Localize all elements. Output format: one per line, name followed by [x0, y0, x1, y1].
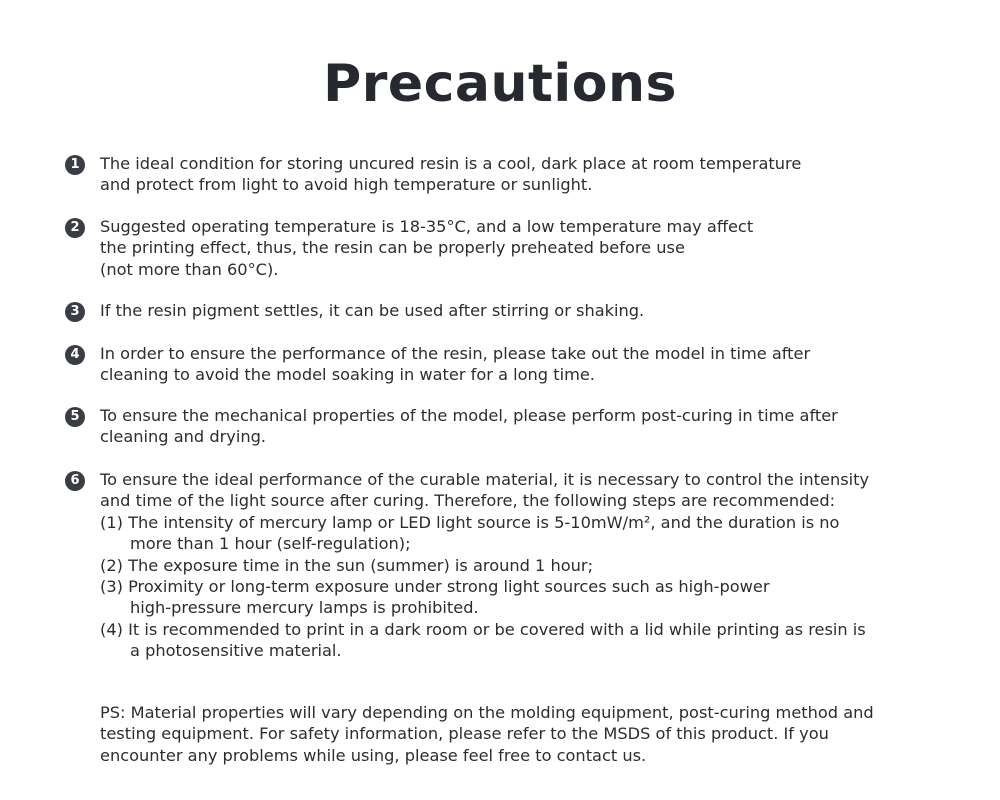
number-badge-icon: 5: [65, 407, 85, 427]
item-text-line: If the resin pigment settles, it can be used after stirring or shaking.: [100, 301, 645, 320]
sub-step-1-continuation: more than 1 hour (self-regulation);: [130, 534, 411, 554]
number-badge-icon: 6: [65, 471, 85, 491]
sub-step-3-continuation: high-pressure mercury lamps is prohibited.: [130, 598, 479, 618]
precaution-item-1: [70, 153, 960, 196]
item-text-line: cleaning to avoid the model soaking in water for a long time.: [100, 365, 595, 385]
number-badge-icon: 2: [65, 218, 85, 238]
item-text-line: Suggested operating temperature is 18-35°C, and a low temperature may affect: [100, 217, 754, 236]
item-text-line: and protect from light to avoid high temperature or sunlight.: [100, 175, 593, 195]
precaution-item-6: [70, 469, 960, 662]
page-title: Precautions: [323, 54, 677, 114]
item-text-line: To ensure the mechanical properties of the model, please perform post-curing in time after: [100, 406, 838, 425]
sub-step-4-line: (4) It is recommended to print in a dark room or be covered with a lid while printing as resin is: [100, 619, 866, 639]
precaution-item-4: [70, 343, 960, 386]
item-text-line: The ideal condition for storing uncured resin is a cool, dark place at room temperature: [100, 154, 802, 173]
item-text-line: and time of the light source after curing. Therefore, the following steps are recommended:: [100, 491, 836, 511]
sub-step-1-line: (1) The intensity of mercury lamp or LED light source is 5-10mW/m², and the duration is no: [100, 512, 840, 532]
ps-text-line: PS: Material properties will vary depending on the molding equipment, post-curing method and: [100, 703, 874, 722]
precaution-item-3: [70, 300, 960, 321]
sub-step-4-continuation: a photosensitive material.: [130, 641, 342, 661]
item-text-line: (not more than 60°C).: [100, 259, 279, 279]
item-text-line: In order to ensure the performance of the resin, please take out the model in time after: [100, 344, 811, 363]
item-text-line: the printing effect, thus, the resin can be properly preheated before use: [100, 238, 685, 258]
sub-step-2-line: (2) The exposure time in the sun (summer) is around 1 hour;: [100, 555, 594, 575]
precaution-item-5: [70, 405, 960, 448]
ps-text-line: encounter any problems while using, please feel free to contact us.: [100, 745, 647, 765]
ps-note: [100, 702, 960, 766]
sub-step-3-line: (3) Proximity or long-term exposure under strong light sources such as high-power: [100, 577, 770, 597]
ps-text-line: testing equipment. For safety information, please refer to the MSDS of this product. If you: [100, 724, 829, 744]
item-text-line: cleaning and drying.: [100, 427, 267, 447]
precaution-item-2: [70, 216, 960, 280]
number-badge-icon: 1: [65, 155, 85, 175]
item-text-line: To ensure the ideal performance of the curable material, it is necessary to control the intensity: [100, 470, 870, 489]
number-badge-icon: 3: [65, 302, 85, 322]
number-badge-icon: 4: [65, 345, 85, 365]
